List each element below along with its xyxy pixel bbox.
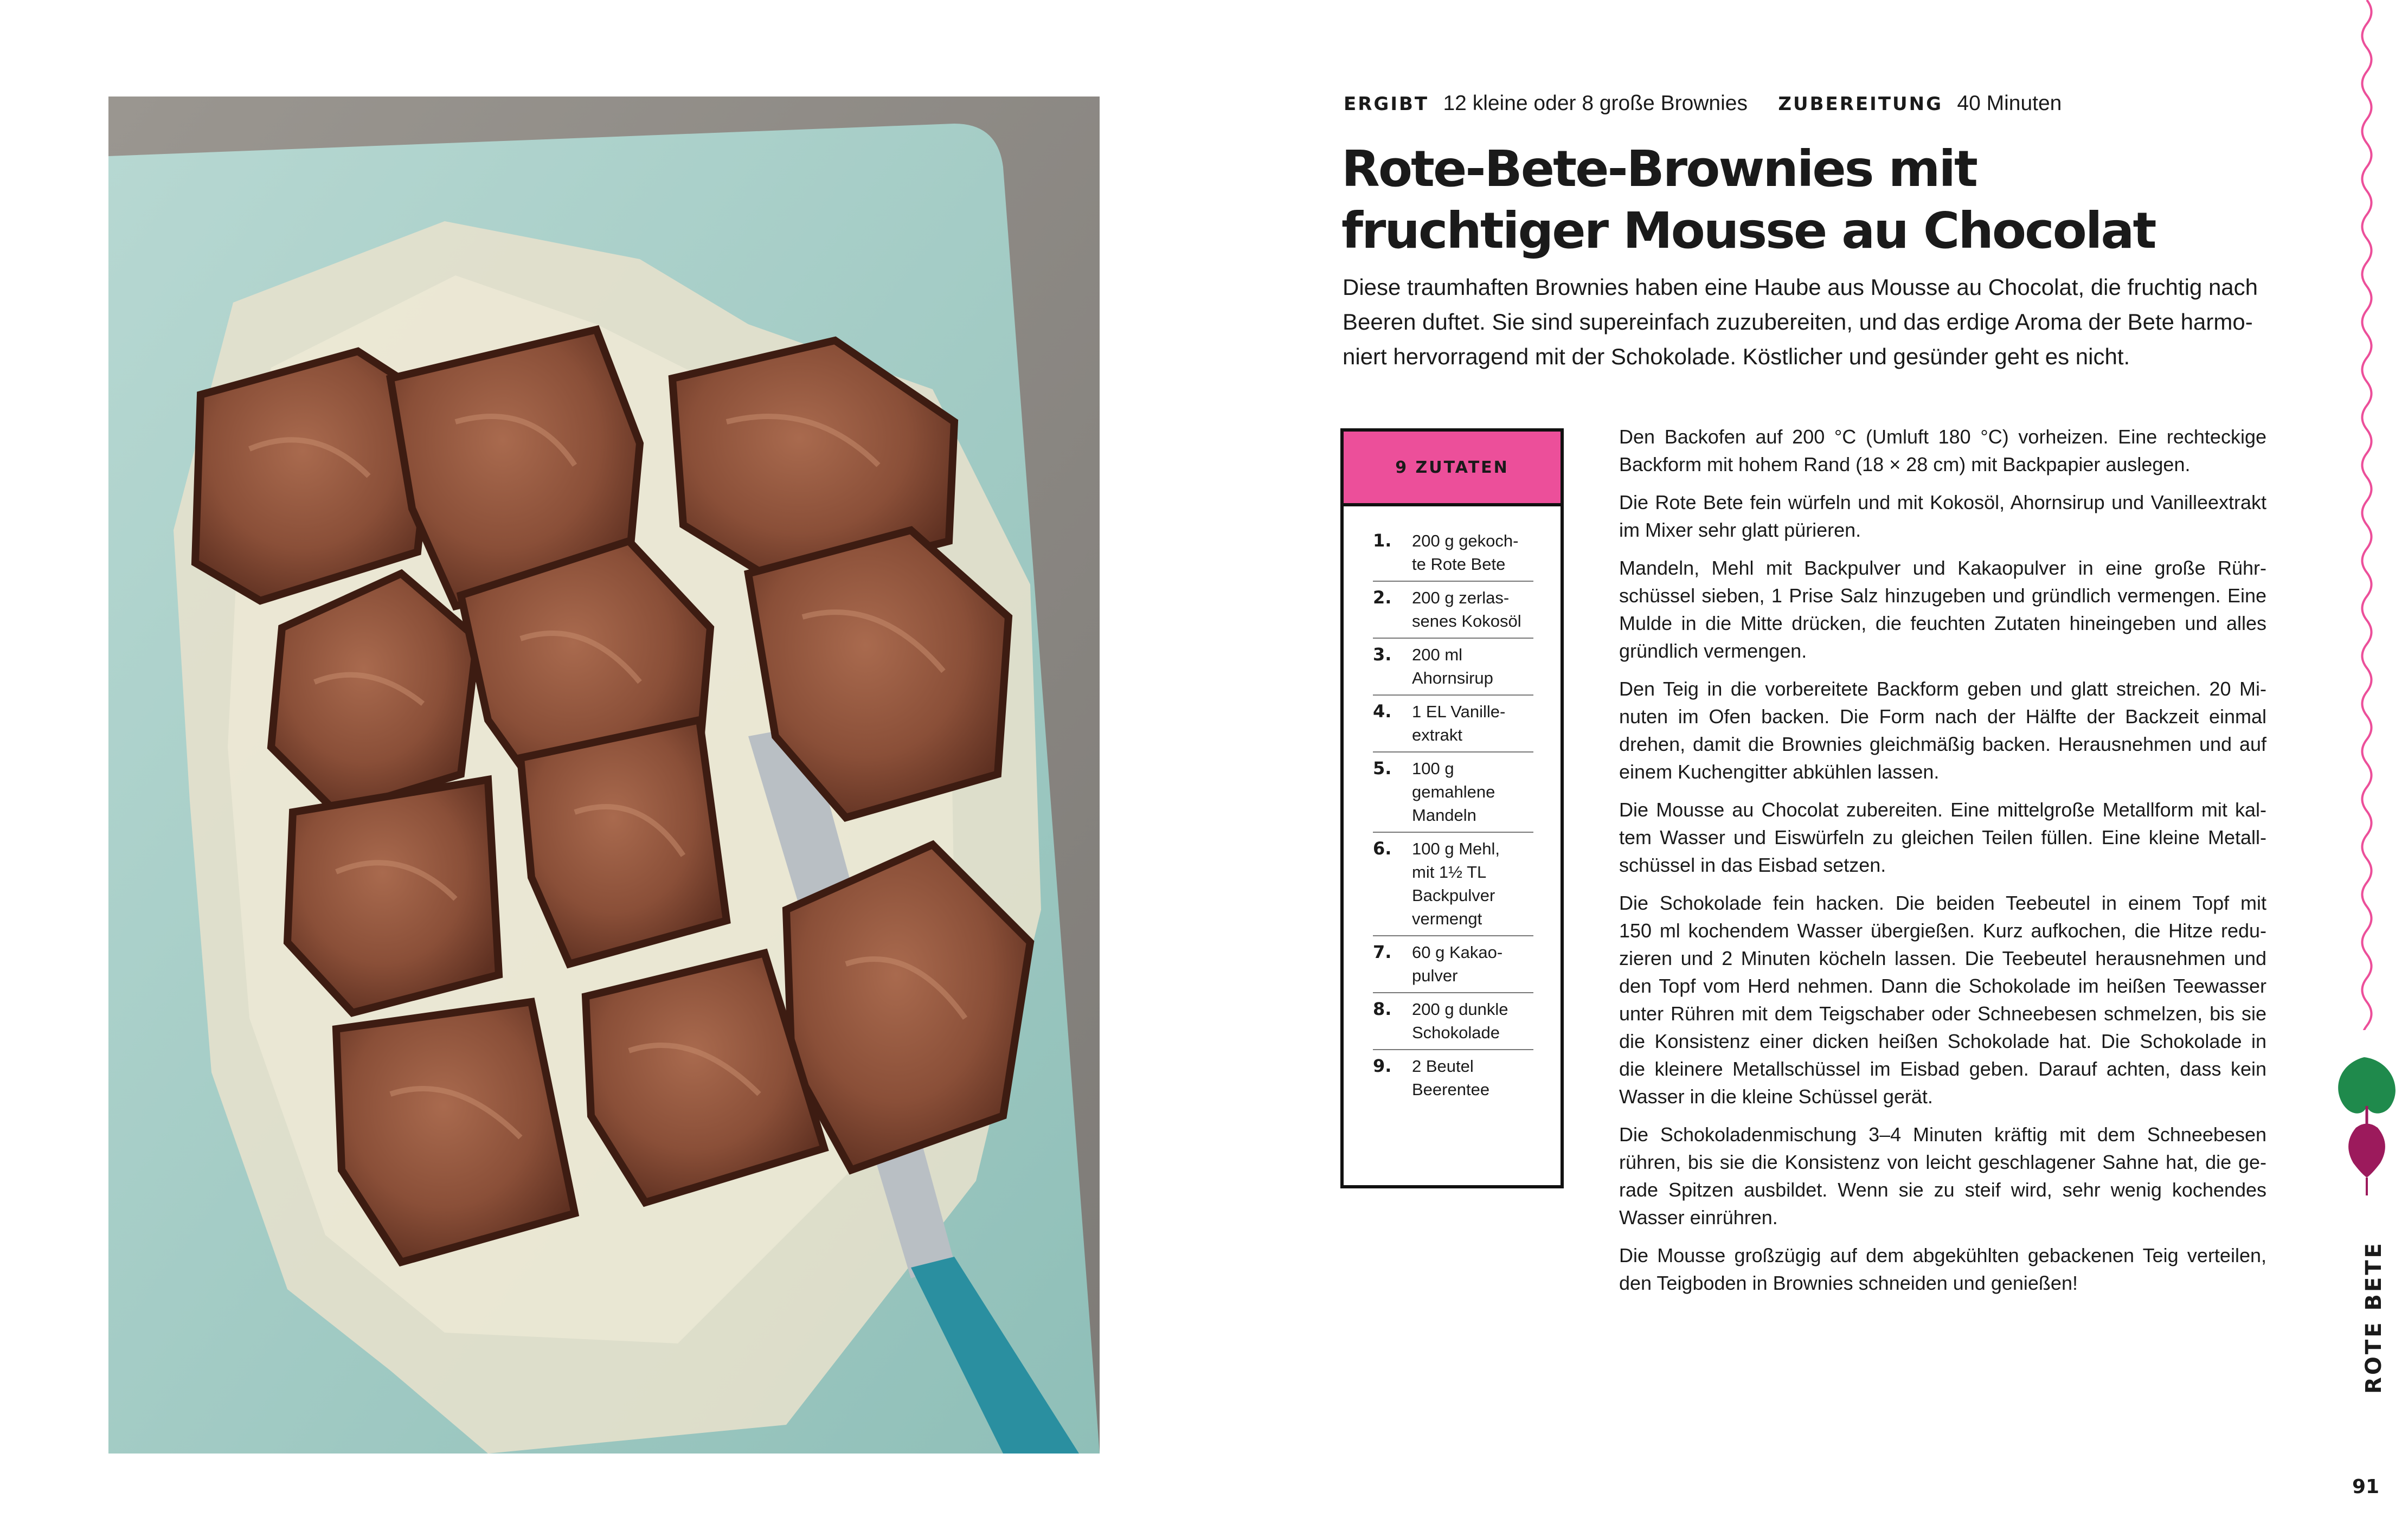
instruction-line: im Mixer sehr glatt pürieren. [1619,519,1861,541]
ingredient-text: 200 g zerlas- [1412,588,1510,607]
prep-time-label: ZUBEREITUNG [1778,93,1943,115]
ingredient-text: Ahornsirup [1412,668,1493,687]
ingredient-text: 100 g Mehl, [1412,839,1500,858]
section-tab-label: ROTE BETE [2361,1241,2386,1394]
intro-line: niert hervorragend mit der Schokolade. Köstlicher und gesünder geht es nicht. [1343,344,2130,369]
ingredient-text: mit 1½ TL [1412,863,1487,882]
instruction-line: nuten im Ofen backen. Die Form nach der Hälfte der Backzeit einmal [1619,705,2266,728]
recipe-title-line: Rote-Bete-Brownies mit [1341,140,1976,198]
instruction-line: unter Rühren mit dem Teigschaber oder Schneebesen schmelzen, bis sie [1619,1002,2266,1025]
ingredient-text: senes Kokosöl [1412,612,1521,631]
intro-line: Diese traumhaften Brownies haben eine Haube aus Mousse au Chocolat, die fruchtig nach [1343,274,2258,300]
yield-value: 12 kleine oder 8 große Brownies [1443,92,1748,115]
instruction-step [1619,889,2266,1110]
instruction-line: Die Rote Bete fein würfeln und mit Kokosöl, Ahornsirup und Vanilleextrakt [1619,491,2266,513]
ingredient-item [1373,833,1533,936]
ingredient-item [1373,936,1533,993]
ingredient-text: Backpulver [1412,886,1495,905]
instruction-line: schüssel sieben, 1 Prise Salz hinzugeben und gründlich vermengen. Eine [1619,584,2266,607]
ingredient-item [1373,753,1533,833]
instruction-line: Mandeln, Mehl mit Backpulver und Kakaopulver in eine große Rühr- [1619,557,2266,579]
ingredient-text: Beerentee [1412,1080,1490,1099]
ingredient-number: 6. [1373,838,1392,859]
instruction-line: gründlich vermengen. [1619,640,1807,662]
ingredient-text: vermengt [1412,909,1482,928]
ingredient-text: 200 ml [1412,645,1463,664]
instruction-line: Die Schokoladenmischung 3–4 Minuten kräftig mit dem Schneebesen [1619,1123,2266,1146]
page-number: 91 [2352,1476,2380,1498]
instruction-line: den Teigboden in Brownies schneiden und genießen! [1619,1272,2078,1294]
ingredient-number: 9. [1373,1056,1392,1076]
intro-line: Beeren duftet. Sie sind supereinfach zuzubereiten, und das erdige Aroma der Bete harmo- [1343,309,2253,335]
ingredient-text: Mandeln [1412,806,1476,825]
instruction-line: schüssel in das Eisbad setzen. [1619,854,1886,876]
ingredient-text: 1 EL Vanille- [1412,702,1506,721]
instruction-step [1619,1242,2266,1297]
ingredient-number: 1. [1373,530,1392,551]
instruction-line: Mulde in die Mitte drücken, die feuchten Zutaten hineingeben und alles [1619,612,2266,634]
instruction-line: Die Schokolade fein hacken. Die beiden Teebeutel in einem Topf mit [1619,892,2266,914]
ingredient-text: 60 g Kakao- [1412,943,1503,962]
brownies-photo [108,97,1100,1454]
instruction-line: rühren, bis sie die Konsistenz von leicht geschlagener Sahne hat, die ge- [1619,1151,2266,1173]
instruction-line: drehen, damit die Brownies gleichmäßig backen. Herausnehmen und auf [1619,733,2266,755]
section-tab [2360,1241,2387,1394]
ingredient-item [1373,696,1533,753]
ingredient-text: 100 g [1412,759,1454,778]
instruction-line: Den Backofen auf 200 °C (Umluft 180 °C) vorheizen. Eine rechteckige [1619,426,2266,448]
instruction-line: tem Wasser und Eiswürfeln zu gleichen Teilen füllen. Eine kleine Metall- [1619,826,2266,848]
ingredient-number: 7. [1373,942,1392,962]
beet-icon [2326,1052,2407,1198]
ingredient-item [1373,639,1533,696]
ingredient-number: 2. [1373,587,1392,608]
recipe-title [1341,138,2263,262]
ingredients-heading: 9 ZUTATEN [1344,432,1561,506]
ingredient-text: 200 g gekoch- [1412,531,1519,550]
ingredient-number: 4. [1373,701,1392,722]
ingredient-number: 3. [1373,644,1392,665]
instruction-line: Die Mousse großzügig auf dem abgekühlten gebackenen Teig verteilen, [1619,1244,2266,1266]
ingredient-item [1373,1050,1533,1106]
ingredient-text: gemahlene [1412,782,1495,801]
instruction-line: Den Teig in die vorbereitete Backform geben und glatt streichen. 20 Mi- [1619,678,2266,700]
instruction-line: 150 ml kochendem Wasser übergießen. Kurz aufkochen, die Hitze redu- [1619,919,2266,942]
ingredient-text: te Rote Bete [1412,555,1506,574]
ingredient-item [1373,582,1533,639]
recipe-title-line: fruchtiger Mousse au Chocolat [1341,202,2155,260]
instruction-step [1619,554,2266,665]
yield-label: ERGIBT [1344,93,1429,115]
ingredient-text: Schokolade [1412,1023,1500,1042]
instruction-line: Wasser einrühren. [1619,1206,1778,1229]
instructions [1619,423,2266,1307]
instruction-line: Backform mit hohem Rand (18 × 28 cm) mit Backpapier auslegen. [1619,453,2191,475]
instruction-step [1619,796,2266,879]
ingredient-item [1373,525,1533,582]
instruction-line: rade Spitzen ausbildet. Wenn sie zu steif wird, sehr wenig kochendes [1619,1179,2266,1201]
instruction-line: zieren und 2 Minuten köcheln lassen. Die Teebeutel herausnehmen und [1619,947,2266,969]
ingredient-text: 2 Beutel [1412,1057,1474,1076]
ingredient-text: 200 g dunkle [1412,1000,1508,1019]
ingredients-box [1340,428,1564,1188]
ingredient-text: extrakt [1412,725,1463,744]
prep-time-value: 40 Minuten [1957,92,2062,115]
instruction-line: Wasser in die kleine Schüssel gerät. [1619,1085,1933,1108]
ingredient-text: pulver [1412,966,1458,985]
instruction-line: Die Mousse au Chocolat zubereiten. Eine mittelgroße Metallform mit kal- [1619,799,2266,821]
wavy-line-icon [2353,0,2380,1030]
instruction-line: den Topf vom Herd nehmen. Dann die Schokolade im heißen Teewasser [1619,975,2266,997]
ingredient-item [1373,993,1533,1050]
instruction-line: die Konsistenz einer dicken heißen Schokolade hat. Die Schokolade in [1619,1030,2266,1052]
recipe-intro [1343,270,2258,374]
instruction-step [1619,675,2266,786]
ingredient-number: 8. [1373,999,1392,1019]
instruction-step [1619,1121,2266,1231]
instruction-line: die kleinere Metallschüssel im Eisbad geben. Darauf achten, dass kein [1619,1058,2266,1080]
recipe-meta [1344,91,2062,115]
instruction-step [1619,488,2266,544]
instruction-line: einem Kuchengitter abkühlen lassen. [1619,761,1940,783]
ingredient-number: 5. [1373,758,1392,779]
ingredients-list [1344,506,1561,1106]
instruction-step [1619,423,2266,478]
